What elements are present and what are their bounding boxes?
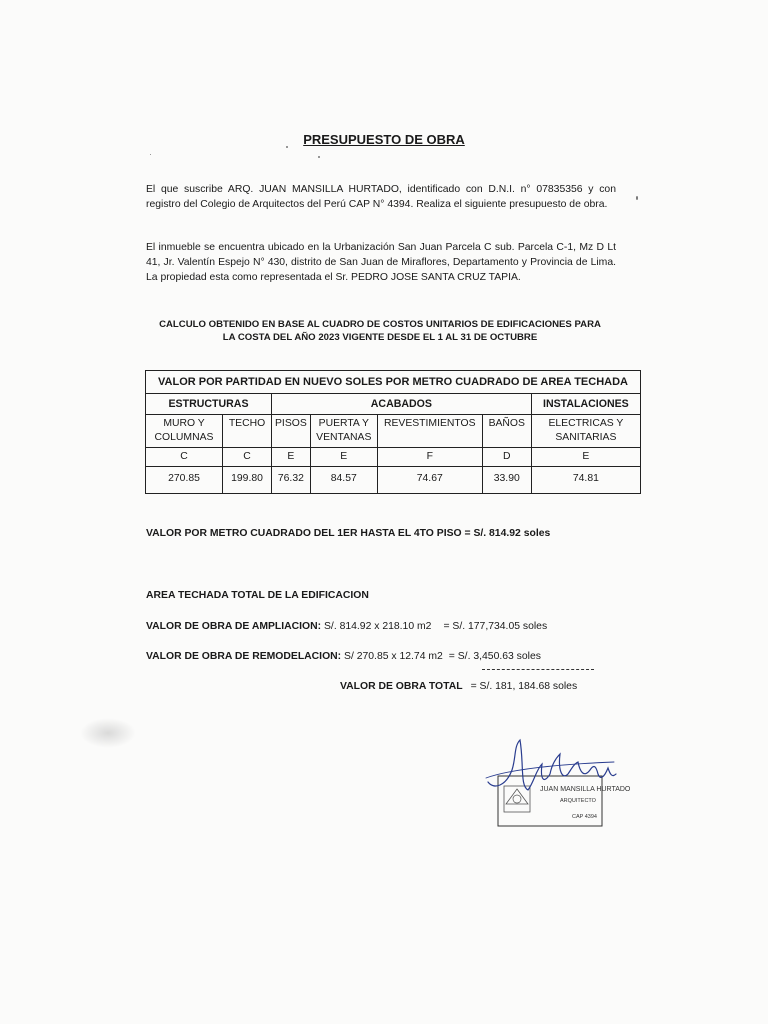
value-per-m2: VALOR POR METRO CUADRADO DEL 1ER HASTA EL 4TO PISO = S/. 814.92 soles [146, 528, 551, 539]
column-header: MURO Y COLUMNAS [146, 415, 223, 448]
signature-stamp-graphic [484, 734, 634, 834]
column-header: REVESTIMIENTOS [377, 415, 482, 448]
stamp-role: ARQUITECTO [560, 798, 596, 804]
category-cell: E [272, 448, 311, 467]
group-header-estructuras: ESTRUCTURAS [146, 394, 272, 415]
table-row [146, 448, 641, 467]
location-paragraph: El inmueble se encuentra ubicado en la Urbanización San Juan Parcela C sub. Parcela C-1, Mz D Lt 41, Jr. Valentín Espejo N° 430, distrito de San Juan de Miraflores, Departamento y Provincia de Lima. La propiedad esta como representada el Sr. PEDRO JOSE SANTA CRUZ TAPIA. [146, 242, 616, 283]
group-header-acabados: ACABADOS [272, 394, 532, 415]
remodelacion-label: VALOR DE OBRA DE REMODELACION: [146, 651, 342, 662]
value-cell: 199.80 [223, 467, 272, 494]
category-cell: E [310, 448, 377, 467]
value-cell: 74.67 [377, 467, 482, 494]
stamp-cap: CAP 4394 [572, 814, 597, 820]
ampliacion-label: VALOR DE OBRA DE AMPLIACION: [146, 621, 322, 632]
intro-paragraph: El que suscribe ARQ. JUAN MANSILLA HURTADO, identificado con D.N.I. n° 07835356 y con registro del Colegio de Arquitectos del Perú CAP N° 4394. Realiza el siguiente presupuesto de obra. [146, 184, 616, 210]
document-title: PRESUPUESTO DE OBRA [303, 132, 465, 147]
category-cell: C [223, 448, 272, 467]
table-heading: VALOR POR PARTIDAD EN NUEVO SOLES POR METRO CUADRADO DE AREA TECHADA [146, 371, 641, 394]
value-cell: 84.57 [310, 467, 377, 494]
stamp-name: JUAN MANSILLA HURTADO [540, 786, 631, 793]
remodelacion-line [146, 651, 541, 662]
column-header: BAÑOS [482, 415, 531, 448]
paper-smudge [80, 718, 136, 748]
column-header: PUERTA Y VENTANAS [310, 415, 377, 448]
remodelacion-result: = S/. 3,450.63 soles [448, 651, 541, 662]
value-cell: 76.32 [272, 467, 311, 494]
group-header-instalaciones: INSTALACIONES [531, 394, 640, 415]
calculation-basis-line: LA COSTA DEL AÑO 2023 VIGENTE DESDE EL 1 AL 31 DE OCTUBRE [222, 332, 538, 343]
calculation-basis [140, 318, 620, 344]
calculation-basis-line: CALCULO OBTENIDO EN BASE AL CUADRO DE COSTOS UNITARIOS DE EDIFICACIONES PARA [159, 319, 601, 330]
remodelacion-calc: S/ 270.85 x 12.74 m2 [341, 651, 443, 662]
category-cell: D [482, 448, 531, 467]
ampliacion-result: = S/. 177,734.05 soles [443, 621, 548, 632]
ampliacion-line [146, 621, 547, 632]
sum-divider [482, 669, 594, 670]
total-result: = S/. 181, 184.68 soles [470, 681, 578, 692]
column-header: ELECTRICAS Y SANITARIAS [531, 415, 640, 448]
paper-speck [636, 196, 638, 200]
paper-speck [150, 154, 151, 155]
category-cell: F [377, 448, 482, 467]
category-cell: C [146, 448, 223, 467]
table-row [146, 415, 641, 448]
value-cell: 270.85 [146, 467, 223, 494]
column-header: TECHO [223, 415, 272, 448]
total-line [340, 681, 577, 692]
unit-cost-table [145, 370, 641, 494]
paper-speck [318, 156, 320, 158]
column-header: PISOS [272, 415, 311, 448]
area-title: AREA TECHADA TOTAL DE LA EDIFICACION [146, 590, 369, 601]
value-cell: 74.81 [531, 467, 640, 494]
ampliacion-calc: S/. 814.92 x 218.10 m2 [321, 621, 432, 632]
category-cell: E [531, 448, 640, 467]
value-cell: 33.90 [482, 467, 531, 494]
signature-stamp [484, 734, 634, 834]
total-label: VALOR DE OBRA TOTAL [340, 681, 463, 692]
table-row [146, 467, 641, 494]
